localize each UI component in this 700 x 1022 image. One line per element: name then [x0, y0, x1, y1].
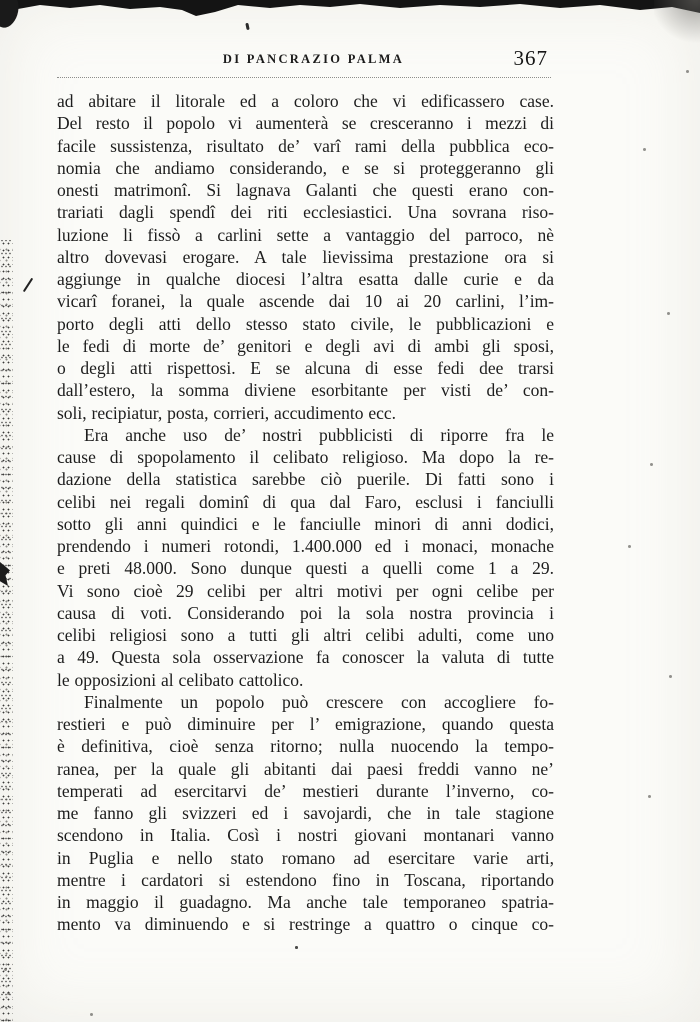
- text-line: cause di spopolamento il celibato religioso. Ma dopo la re-: [57, 447, 554, 467]
- text-line: è definitiva, cioè senza ritorno; nulla nuocendo la tempo-: [57, 736, 554, 757]
- text-line: me fanno gli svizzeri ed i savojardi, che in tale stagione: [57, 803, 554, 823]
- scan-artifact-speck: [667, 312, 670, 315]
- scan-artifact-speck: [648, 795, 651, 798]
- page-number: 367: [513, 46, 548, 70]
- text-line: trariati dagli spendî dei riti ecclesiastici. Una sovrana riso-: [57, 202, 554, 223]
- text-line: onesti matrimonî. Si lagnava Galanti che questi erano con-: [57, 180, 554, 200]
- text-line: Era anche uso de’ nostri pubblicisti di riporre fra le: [84, 424, 554, 445]
- text-line: e preti 48.000. Sono dunque questi a quelli come 1 a 29.: [57, 558, 554, 579]
- text-line: scendono in Italia. Così i nostri giovani montanari vanno: [57, 825, 554, 846]
- text-line: le fedi di morte de’ genitori e degli avi di ambi gli sposi,: [57, 335, 554, 356]
- page-header: [57, 46, 554, 70]
- text-line: restieri e può diminuire per l’ emigrazione, quando questa: [57, 714, 554, 734]
- text-line: Finalmente un popolo può crescere con accogliere fo-: [84, 691, 554, 712]
- text-line: luzione li fissò a carlini sette a vantaggio del parroco, nè: [57, 224, 554, 245]
- text-line: celibi nei regali dominî di qua dal Faro, esclusi i fanciulli: [57, 491, 554, 512]
- text-line: ad abitare il litorale ed a coloro che vi edificassero case.: [57, 91, 554, 111]
- text-line: a 49. Questa sola osservazione fa conoscer la valuta di tutte: [57, 647, 554, 668]
- text-line: ranea, per la quale gli abitanti dai paesi freddi vanno ne’: [57, 758, 554, 779]
- scan-artifact-speck: [650, 463, 653, 466]
- scan-artifact-left-mark: [0, 562, 10, 586]
- scan-artifact-corner-smudge-left: [0, 0, 23, 31]
- scan-artifact-corner-smudge-right: [654, 0, 700, 50]
- text-line: in Puglia e nello stato romano ad esercitare varie arti,: [57, 847, 554, 868]
- text-line: altro dovevasi erogare. A tale lievissima prestazione ora si: [57, 246, 554, 267]
- running-title: DI PANCRAZIO PALMA: [222, 52, 405, 66]
- text-line: mento va diminuendo e si restringe a quattro o cinque co-: [57, 914, 554, 935]
- scan-artifact-speck: [686, 70, 689, 73]
- text-line: dall’estero, la somma diviene esorbitante per visti de’ con-: [57, 380, 554, 401]
- text-line: Del resto il popolo vi aumenterà se cresceranno i mezzi di: [57, 113, 554, 134]
- text-line: prendendo i numeri rotondi, 1.400.000 ed i monaci, monache: [57, 536, 554, 556]
- text-line: mentre i cardatori si estendono fino in Toscana, riportando: [57, 869, 554, 890]
- scan-artifact-ink-dot: [295, 946, 298, 949]
- scan-artifact-speck: [628, 545, 631, 548]
- scan-artifact-speck: [90, 1013, 93, 1016]
- page-body-text: [57, 90, 554, 936]
- text-line: o degli atti rispettosi. E se alcuna di esse fedi dee trarsi: [57, 358, 554, 378]
- text-line: causa di voti. Considerando poi la sola nostra provincia i: [57, 602, 554, 623]
- scan-artifact-left-speckle-band: [0, 240, 13, 1022]
- text-line: facile sussistenza, risultato de’ varî rami della pubblica eco-: [57, 135, 554, 156]
- text-line: sotto gli anni quindici e le fanciulle minori di anni dodici,: [57, 513, 554, 534]
- text-line: vicarî foranei, la quale ascende dai 10 ai 20 carlini, l’im-: [57, 291, 554, 312]
- text-line: celibi religiosi sono a tutti gli altri celibi adulti, come uno: [57, 625, 554, 645]
- scan-artifact-pen-stroke: [23, 278, 34, 293]
- text-line: in maggio il guadagno. Ma anche tale temporaneo spatria-: [57, 892, 554, 912]
- scan-artifact-speck: [4, 968, 7, 971]
- scan-artifact-speck: [7, 992, 10, 995]
- scan-artifact-top-edge: [0, 0, 700, 18]
- text-line: temperati ad esercitarvi de’ mestieri durante l’inverno, co-: [57, 780, 554, 801]
- text-line: Vi sono cioè 29 celibi per altri motivi per ogni celibe per: [57, 580, 554, 601]
- scan-artifact-ink-fleck: [245, 23, 249, 30]
- text-line: nomia che andiamo considerando, e se si proteggeranno gli: [57, 157, 554, 178]
- scan-artifact-speck: [669, 675, 672, 678]
- text-line: aggiunge in qualche diocesi l’altra esatta dalle curie e da: [57, 269, 554, 289]
- text-line: dazione della statistica sarebbe ciò puerile. Di fatti sono i: [57, 469, 554, 490]
- header-dotted-rule: [57, 77, 551, 78]
- text-line: porto degli atti dello stesso stato civile, le pubblicazioni e: [57, 313, 554, 334]
- scan-artifact-speck: [643, 148, 646, 151]
- text-line: le opposizioni al celibato cattolico.: [57, 669, 304, 690]
- text-line: soli, recipiatur, posta, corrieri, accudimento ecc.: [57, 402, 397, 423]
